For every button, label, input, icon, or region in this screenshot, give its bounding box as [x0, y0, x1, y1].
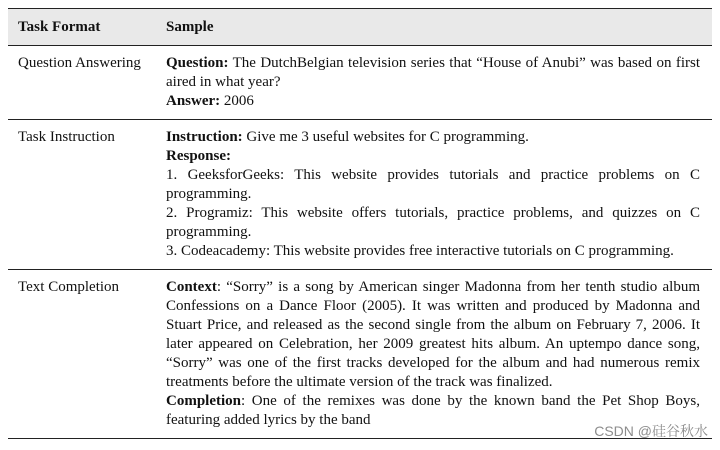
question-label: Question:	[166, 55, 229, 71]
instruction-text: Give me 3 useful websites for C programming.	[246, 129, 529, 145]
header-task-format: Task Format	[18, 18, 101, 35]
response-label: Response:	[166, 148, 232, 164]
question-text: The DutchBelgian television series that “House of Anubi” was based on first aired in what year?	[166, 55, 700, 90]
table-row-task-instruction	[8, 120, 712, 270]
watermark: CSDN @硅谷秋水	[594, 423, 708, 439]
context-label: Context	[166, 279, 217, 295]
completion-text: : One of the remixes was done by the known band the Pet Shop Boys, featuring added lyrics by the band	[166, 393, 700, 428]
answer-label: Answer:	[166, 93, 221, 109]
row-format-label: Task Instruction	[18, 129, 115, 145]
row-sample	[166, 278, 712, 430]
question-line	[166, 54, 700, 92]
table-row-text-completion	[8, 270, 712, 439]
instruction-line	[166, 128, 700, 147]
table-row-question-answering	[8, 46, 712, 120]
task-format-table	[8, 8, 712, 439]
completion-label: Completion	[166, 393, 241, 409]
response-item: 3. Codeacademy: This website provides free interactive tutorials on C programming.	[166, 243, 674, 259]
context-line	[166, 278, 700, 392]
answer-text: 2006	[223, 93, 254, 109]
response-item: 1. GeeksforGeeks: This website provides tutorials and practice problems on C programming.	[166, 167, 700, 202]
context-text: : “Sorry” is a song by American singer Madonna from her tenth studio album Confessions on a Dance Floor (2005). It was written and produced by Madonna and Stuart Price, and released as the second single from the album on February 7, 2006. It later appeared on Celebration, her 2009 greatest hits album. An uptempo dance song, “Sorry” was one of the first tracks developed for the album and had numerous remix treatments before the ultimate version of the track was finalized.	[166, 279, 700, 390]
header-sample: Sample	[166, 18, 214, 35]
table-header	[8, 9, 712, 46]
row-format-label: Text Completion	[18, 279, 120, 295]
row-sample	[166, 128, 712, 261]
instruction-label: Instruction:	[166, 129, 243, 145]
row-format-label: Question Answering	[18, 55, 141, 71]
response-item: 2. Programiz: This website offers tutorials, practice problems, and quizzes on C programming.	[166, 205, 700, 240]
answer-line	[166, 92, 700, 111]
row-sample	[166, 54, 712, 111]
